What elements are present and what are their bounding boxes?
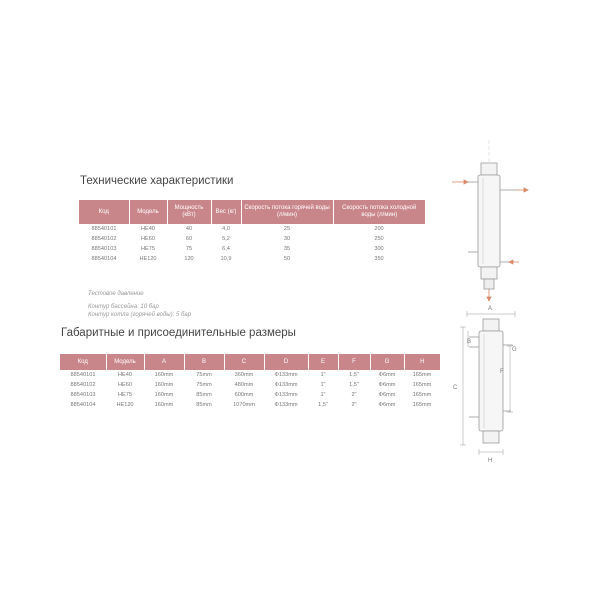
table-cell: 1": [320, 382, 326, 388]
specs-header-cell: Модель: [129, 200, 167, 224]
dim-label-a: A: [488, 306, 493, 312]
dimensions-header-cell: H: [404, 354, 440, 370]
table-cell: 4,0: [222, 226, 230, 232]
table-cell: 1,5": [349, 372, 359, 378]
pool-circuit-note: Контур бассейна: 10 бар: [88, 304, 159, 310]
table-cell: 35: [283, 246, 291, 252]
table-cell: 160mm: [154, 372, 174, 378]
table-cell: 88540104: [70, 402, 96, 408]
table-cell: 120: [184, 256, 194, 262]
table-cell: 60: [185, 236, 193, 242]
table-cell: 165mm: [412, 382, 432, 388]
table-cell: 88540102: [91, 236, 117, 242]
table-cell: 480mm: [234, 382, 254, 388]
table-cell: 88540101: [91, 226, 117, 232]
table-cell: 165mm: [412, 372, 432, 378]
table-cell: Φ6mm: [378, 372, 396, 378]
specs-header-cell: Скорость потока горячей воды (л/мин): [241, 200, 333, 224]
dim-label-b: B: [467, 339, 472, 345]
table-cell: HE120: [116, 402, 134, 408]
dimensions-header-cell: G: [370, 354, 404, 370]
table-cell: HE40: [118, 372, 132, 378]
table-cell: 300: [374, 246, 384, 252]
table-cell: 40: [185, 226, 193, 232]
table-cell: 2": [351, 402, 357, 408]
table-cell: 5,2: [222, 236, 230, 242]
dimensions-header-cell: F: [338, 354, 370, 370]
table-cell: HE75: [141, 246, 155, 252]
table-cell: 6,4: [222, 246, 230, 252]
table-cell: 165mm: [412, 402, 432, 408]
table-cell: Φ133mm: [274, 382, 298, 388]
dimensions-header-cell: C: [224, 354, 264, 370]
dimensions-header-cell: B: [184, 354, 224, 370]
heat-exchanger-dimension-view: [460, 311, 515, 455]
test-pressure-note: Тестовое давление: [88, 291, 144, 297]
table-cell: 75mm: [196, 382, 212, 388]
table-cell: Φ6mm: [378, 392, 396, 398]
table-cell: 1070mm: [233, 402, 255, 408]
table-cell: 50: [283, 256, 291, 262]
dimensions-header-cell: E: [308, 354, 338, 370]
table-cell: 88540102: [70, 382, 96, 388]
table-cell: HE40: [141, 226, 155, 232]
table-cell: HE75: [118, 392, 132, 398]
specs-header-cell: Вес (кг): [211, 200, 241, 224]
table-cell: Φ133mm: [274, 372, 298, 378]
dim-label-f: F: [500, 369, 504, 375]
table-cell: Φ133mm: [274, 392, 298, 398]
dim-label-g: G: [512, 347, 517, 353]
table-cell: HE60: [118, 382, 132, 388]
specs-title: Технические характеристики: [80, 175, 234, 187]
table-cell: Φ6mm: [378, 402, 396, 408]
dimensions-header-cell: D: [264, 354, 308, 370]
table-cell: HE120: [139, 256, 157, 262]
dimensions-header-cell: A: [144, 354, 184, 370]
table-cell: 10,9: [220, 256, 232, 262]
table-cell: 1,5": [349, 382, 359, 388]
table-cell: 1": [320, 392, 326, 398]
table-cell: HE60: [141, 236, 155, 242]
boiler-circuit-note: Контур котла (горячей воды): 5 бар: [88, 312, 192, 318]
table-cell: 160mm: [154, 392, 174, 398]
table-cell: 85mm: [196, 392, 212, 398]
table-cell: Φ6mm: [378, 382, 396, 388]
table-cell: 25: [283, 226, 291, 232]
table-cell: 1": [320, 372, 326, 378]
dimensions-header-cell: Код: [60, 354, 106, 370]
specs-header-cell: Мощность (кВт): [167, 200, 211, 224]
heat-exchanger-side-view: [466, 140, 516, 300]
table-cell: 88540103: [91, 246, 117, 252]
table-cell: 160mm: [154, 402, 174, 408]
table-cell: 350: [374, 256, 384, 262]
table-cell: 250: [374, 236, 384, 242]
table-cell: 2": [351, 392, 357, 398]
table-cell: 75: [185, 246, 193, 252]
table-cell: 85mm: [196, 402, 212, 408]
table-cell: 88540103: [70, 392, 96, 398]
dimensions-title: Габаритные и присоединительные размеры: [61, 327, 296, 339]
table-cell: 75mm: [196, 372, 212, 378]
table-cell: 200: [374, 226, 384, 232]
dimensions-header-cell: Модель: [106, 354, 144, 370]
table-cell: 165mm: [412, 392, 432, 398]
table-cell: 360mm: [234, 372, 254, 378]
table-cell: Φ133mm: [274, 402, 298, 408]
specs-header-cell: Код: [79, 200, 129, 224]
table-cell: 600mm: [234, 392, 254, 398]
table-cell: 88540101: [70, 372, 96, 378]
table-cell: 88540104: [91, 256, 117, 262]
table-cell: 160mm: [154, 382, 174, 388]
dim-label-h: H: [488, 458, 493, 464]
dim-label-c: C: [453, 385, 458, 391]
specs-header-cell: Скорость потока холодной воды (л/мин): [333, 200, 425, 224]
table-cell: 30: [283, 236, 291, 242]
table-cell: 1,5": [318, 402, 328, 408]
